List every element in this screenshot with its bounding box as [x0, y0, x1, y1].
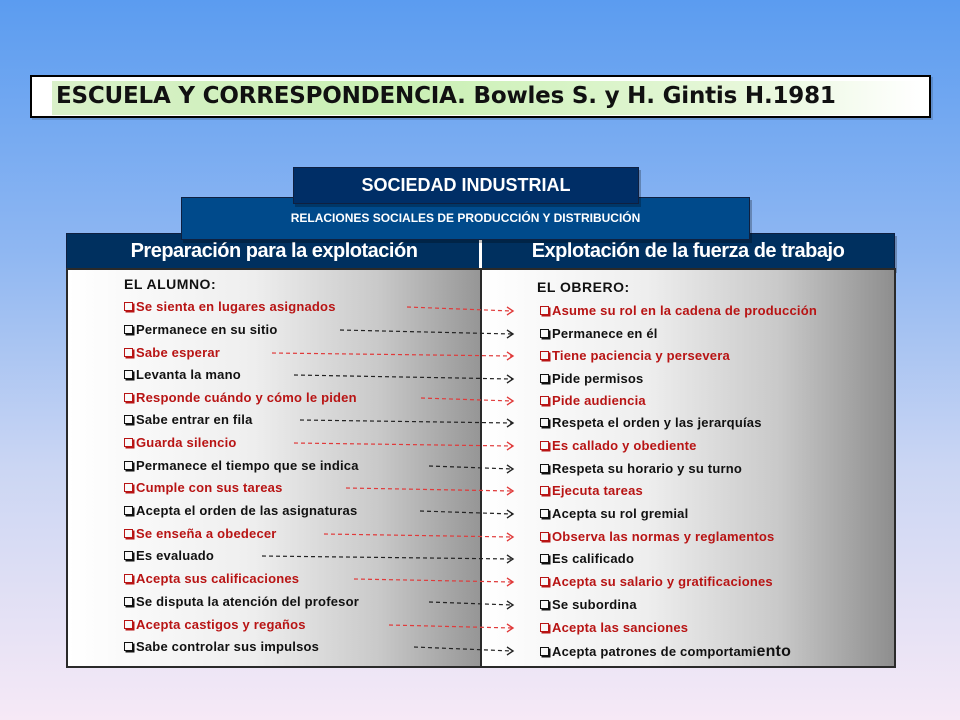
checkbox-bullet-icon — [124, 620, 133, 629]
worker-item-text: Pide audiencia — [552, 393, 646, 408]
student-item-text: Responde cuándo y cómo le piden — [136, 390, 357, 405]
checkbox-bullet-icon — [124, 642, 133, 651]
student-item — [124, 480, 283, 495]
checkbox-bullet-icon — [124, 483, 133, 492]
checkbox-bullet-icon — [540, 623, 549, 632]
title-box — [30, 75, 931, 118]
checkbox-bullet-icon — [540, 418, 549, 427]
student-item — [124, 435, 237, 450]
student-item-text: Es evaluado — [136, 548, 215, 563]
worker-item — [540, 551, 634, 566]
worker-item-text: Acepta su salario y gratificaciones — [552, 574, 773, 589]
checkbox-bullet-icon — [540, 554, 549, 563]
checkbox-bullet-icon — [124, 393, 133, 402]
student-item — [124, 571, 299, 586]
worker-item-text: Observa las normas y reglamentos — [552, 529, 775, 544]
page-title: ESCUELA Y CORRESPONDENCIA. Bowles S. y H. Gintis H.1981 — [56, 83, 836, 109]
worker-item — [540, 506, 688, 521]
student-item-text: Se enseña a obedecer — [136, 526, 277, 541]
worker-item-text: Tiene paciencia y persevera — [552, 348, 730, 363]
student-item — [124, 412, 253, 427]
worker-item — [540, 438, 697, 453]
worker-item-text-tail: ento — [756, 643, 792, 660]
worker-heading: EL OBRERO: — [537, 279, 630, 295]
student-item-text: Permanece en su sitio — [136, 322, 278, 337]
worker-item-text: Acepta patrones de comportami — [552, 644, 757, 659]
worker-item — [540, 371, 643, 386]
checkbox-bullet-icon — [540, 577, 549, 586]
checkbox-bullet-icon — [540, 396, 549, 405]
student-item-text: Acepta sus calificaciones — [136, 571, 300, 586]
left-column-header: Preparación para la explotación — [130, 240, 418, 262]
student-item — [124, 367, 241, 382]
worker-item-text: Acepta las sanciones — [552, 620, 689, 635]
worker-item — [540, 597, 637, 612]
student-item — [124, 322, 277, 337]
checkbox-bullet-icon — [540, 486, 549, 495]
checkbox-bullet-icon — [124, 370, 133, 379]
student-item — [124, 345, 220, 360]
worker-item-text: Es callado y obediente — [552, 438, 697, 453]
checkbox-bullet-icon — [540, 306, 549, 315]
checkbox-bullet-icon — [540, 532, 549, 541]
checkbox-bullet-icon — [124, 597, 133, 606]
worker-item-text: Permanece en él — [552, 326, 658, 341]
student-item — [124, 503, 357, 518]
student-item — [124, 617, 306, 632]
checkbox-bullet-icon — [540, 464, 549, 473]
worker-item — [540, 326, 658, 341]
worker-item-text: Pide permisos — [552, 371, 644, 386]
tier-industrial-society: SOCIEDAD INDUSTRIAL — [293, 167, 639, 204]
worker-item — [540, 303, 817, 318]
student-item — [124, 458, 359, 473]
checkbox-bullet-icon — [124, 461, 133, 470]
student-item-text: Cumple con sus tareas — [136, 480, 283, 495]
worker-item-text: Respeta su horario y su turno — [552, 461, 743, 476]
worker-item — [540, 574, 773, 589]
student-item-text: Levanta la mano — [136, 367, 241, 382]
student-item-text: Se sienta en lugares asignados — [136, 299, 336, 314]
checkbox-bullet-icon — [124, 529, 133, 538]
right-column-header: Explotación de la fuerza de trabajo — [531, 240, 845, 262]
student-item-text: Se disputa la atención del profesor — [136, 594, 359, 609]
student-item — [124, 639, 319, 654]
checkbox-bullet-icon — [124, 415, 133, 424]
student-heading: EL ALUMNO: — [124, 276, 217, 292]
student-item — [124, 390, 357, 405]
worker-item — [540, 393, 646, 408]
student-item — [124, 548, 214, 563]
student-item-text: Sabe controlar sus impulsos — [136, 639, 320, 654]
student-item-text: Permanece el tiempo que se indica — [136, 458, 359, 473]
worker-item-text: Asume su rol en la cadena de producción — [552, 303, 817, 318]
worker-item-text: Ejecuta tareas — [552, 483, 643, 498]
checkbox-bullet-icon — [540, 374, 549, 383]
checkbox-bullet-icon — [124, 348, 133, 357]
worker-item — [540, 529, 774, 544]
checkbox-bullet-icon — [540, 441, 549, 450]
checkbox-bullet-icon — [540, 351, 549, 360]
worker-item — [540, 348, 730, 363]
checkbox-bullet-icon — [540, 647, 549, 656]
student-item-text: Acepta castigos y regaños — [136, 617, 306, 632]
student-item-text: Sabe esperar — [136, 345, 221, 360]
student-item-text: Acepta el orden de las asignaturas — [136, 503, 358, 518]
checkbox-bullet-icon — [540, 509, 549, 518]
checkbox-bullet-icon — [540, 329, 549, 338]
checkbox-bullet-icon — [124, 551, 133, 560]
worker-item-text: Respeta el orden y las jerarquías — [552, 415, 762, 430]
worker-item — [540, 483, 643, 498]
student-item-text: Guarda silencio — [136, 435, 237, 450]
checkbox-bullet-icon — [124, 325, 133, 334]
tier-social-relations: RELACIONES SOCIALES DE PRODUCCIÓN Y DISTRIBUCIÓN — [181, 197, 750, 240]
worker-item — [540, 461, 742, 476]
worker-item — [540, 415, 762, 430]
worker-item — [540, 620, 688, 635]
checkbox-bullet-icon — [124, 438, 133, 447]
student-item-text: Sabe entrar en fila — [136, 412, 253, 427]
student-item — [124, 526, 277, 541]
student-item — [124, 299, 336, 314]
checkbox-bullet-icon — [540, 600, 549, 609]
worker-item-text: Acepta su rol gremial — [552, 506, 689, 521]
student-item — [124, 594, 359, 609]
checkbox-bullet-icon — [124, 302, 133, 311]
worker-item — [540, 643, 791, 661]
checkbox-bullet-icon — [124, 574, 133, 583]
checkbox-bullet-icon — [124, 506, 133, 515]
worker-item-text: Se subordina — [552, 597, 637, 612]
worker-item-text: Es calificado — [552, 551, 635, 566]
